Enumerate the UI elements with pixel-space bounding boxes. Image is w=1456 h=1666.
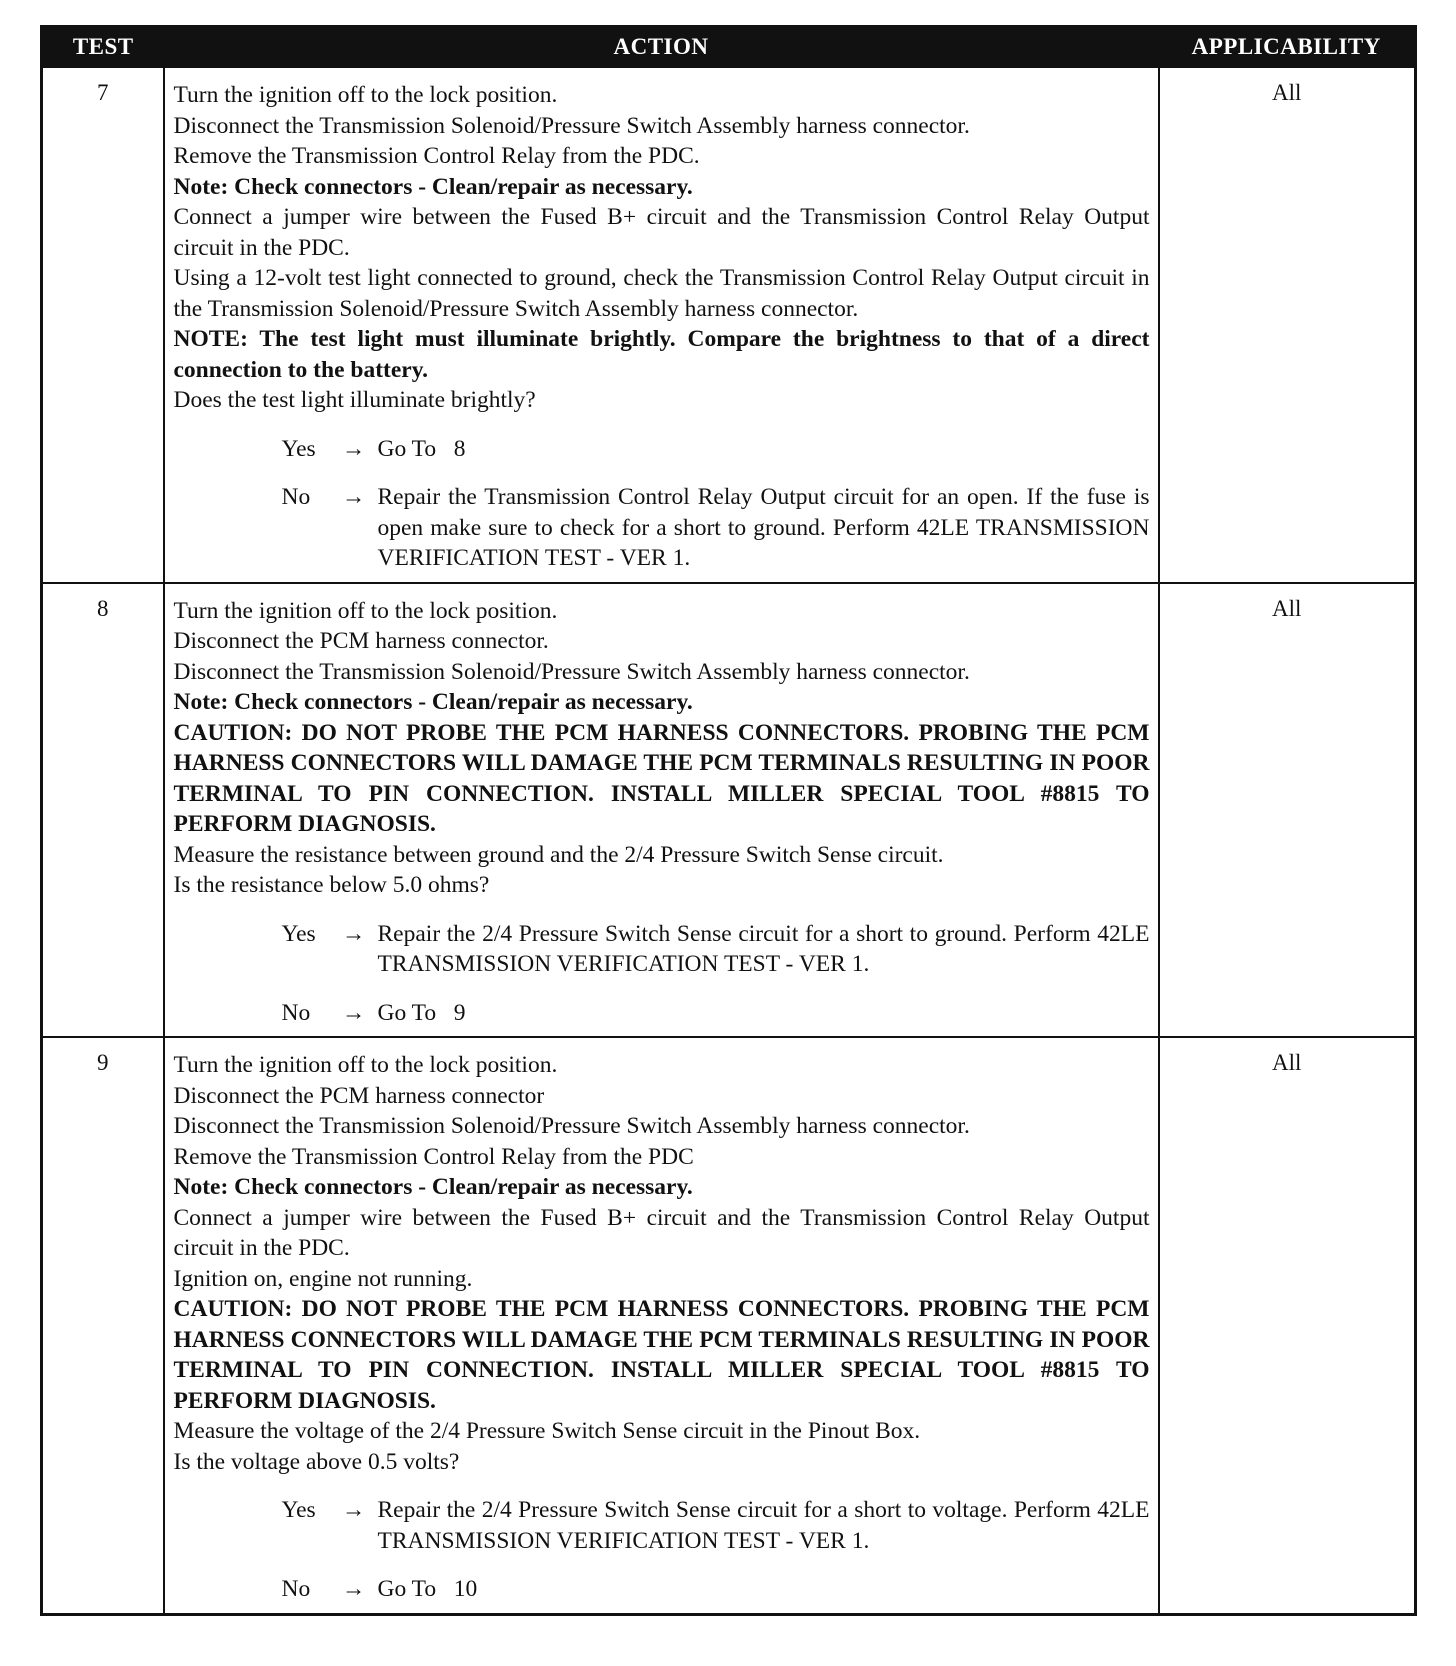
header-applicability: APPLICABILITY <box>1159 27 1416 68</box>
arrow-icon: → <box>341 484 366 510</box>
step-text: Connect a jumper wire between the Fused B+ circuit and the Transmission Control Relay Output circuit in the PDC. <box>173 1204 1150 1261</box>
action-cell <box>164 67 1159 583</box>
arrow-icon: → <box>341 920 366 947</box>
step-text: Remove the Transmission Control Relay from the PDC <box>173 1143 694 1170</box>
no-label: No <box>281 484 311 510</box>
table-row <box>42 1037 1416 1614</box>
no-label: No <box>281 1576 311 1602</box>
note-text: Note: Check connectors - Clean/repair as necessary. <box>173 1174 693 1200</box>
yes-response <box>282 434 1150 465</box>
step-text: Disconnect the Transmission Solenoid/Pressure Switch Assembly harness connector. <box>173 112 970 139</box>
step-text: Turn the ignition off to the lock position. <box>173 1052 558 1078</box>
arrow-icon: → <box>341 435 366 462</box>
action-cell <box>164 583 1159 1038</box>
step-text: Disconnect the Transmission Solenoid/Pressure Switch Assembly harness connector. <box>173 1113 970 1139</box>
yes-label: Yes <box>281 920 316 947</box>
test-number: 8 <box>42 583 164 1038</box>
action-cell <box>164 1037 1159 1614</box>
question-text: Is the resistance below 5.0 ohms? <box>173 872 490 898</box>
test-number: 9 <box>42 1037 164 1614</box>
step-text: Disconnect the PCM harness connector <box>173 1082 545 1109</box>
arrow-icon: → <box>341 1497 366 1523</box>
yes-response <box>282 1495 1150 1556</box>
diagnostic-table <box>40 25 1417 1616</box>
step-text: Ignition on, engine not running. <box>173 1265 473 1292</box>
step-text: Remove the Transmission Control Relay from the PDC. <box>173 143 700 169</box>
arrow-icon: → <box>341 999 366 1026</box>
step-text: Measure the voltage of the 2/4 Pressure Switch Sense circuit in the Pinout Box. <box>173 1418 921 1444</box>
question-text: Does the test light illuminate brightly? <box>173 387 536 413</box>
table-row <box>42 67 1416 583</box>
step-text: Connect a jumper wire between the Fused B+ circuit and the Transmission Control Relay Output circuit in the PDC. <box>173 204 1150 261</box>
applicability-value: All <box>1159 67 1416 583</box>
yes-text: Go To 8 <box>377 435 466 462</box>
header-test: TEST <box>42 27 164 68</box>
no-text: Go To 9 <box>377 999 466 1026</box>
table-row <box>42 583 1416 1038</box>
no-label: No <box>281 999 311 1026</box>
yes-label: Yes <box>281 1497 316 1523</box>
test-number: 7 <box>42 67 164 583</box>
note-text: Note: Check connectors - Clean/repair as necessary. <box>173 173 693 200</box>
applicability-value: All <box>1159 583 1416 1038</box>
step-text: Measure the resistance between ground and the 2/4 Pressure Switch Sense circuit. <box>173 841 944 868</box>
applicability-value: All <box>1159 1037 1416 1614</box>
yes-label: Yes <box>281 435 316 462</box>
question-text: Is the voltage above 0.5 volts? <box>173 1448 460 1475</box>
step-text: Turn the ignition off to the lock position. <box>173 82 558 108</box>
note-text: Note: Check connectors - Clean/repair as necessary. <box>173 689 693 715</box>
table-header-row <box>42 27 1416 68</box>
step-text: Turn the ignition off to the lock position. <box>173 597 558 624</box>
no-text: Repair the Transmission Control Relay Output circuit for an open. If the fuse is open make sure to check for a short to ground. Perform 42LE TRANSMISSION VERIFICATION TEST - VER 1. <box>377 484 1150 571</box>
step-text: Using a 12-volt test light connected to ground, check the Transmission Control Relay Output circuit in the Transmission Solenoid/Pressure Switch Assembly harness connector. <box>173 265 1150 322</box>
yes-text: Repair the 2/4 Pressure Switch Sense circuit for a short to ground. Perform 42LE TRANSMISSION VERIFICATION TEST - VER 1. <box>377 920 1150 977</box>
header-action: ACTION <box>164 27 1159 68</box>
step-text: Disconnect the Transmission Solenoid/Pressure Switch Assembly harness connector. <box>173 658 970 685</box>
yes-text: Repair the 2/4 Pressure Switch Sense circuit for a short to voltage. Perform 42LE TRANSMISSION VERIFICATION TEST - VER 1. <box>377 1497 1150 1554</box>
yes-response <box>282 919 1150 980</box>
arrow-icon: → <box>341 1576 366 1602</box>
caution-text: CAUTION: DO NOT PROBE THE PCM HARNESS CONNECTORS. PROBING THE PCM HARNESS CONNECTORS WILL DAMAGE THE PCM TERMINALS RESULTING IN POOR TERMINAL TO PIN CONNECTION. INSTALL MILLER SPECIAL TOOL #8815 TO PERFORM DIAGNOSIS. <box>173 1296 1150 1414</box>
no-response <box>282 998 1150 1029</box>
no-response <box>282 482 1150 574</box>
no-text: Go To 10 <box>377 1576 478 1602</box>
step-text: Disconnect the PCM harness connector. <box>173 628 549 654</box>
no-response <box>282 1574 1150 1605</box>
caution-text: CAUTION: DO NOT PROBE THE PCM HARNESS CONNECTORS. PROBING THE PCM HARNESS CONNECTORS WILL DAMAGE THE PCM TERMINALS RESULTING IN POOR TERMINAL TO PIN CONNECTION. INSTALL MILLER SPECIAL TOOL #8815 TO PERFORM DIAGNOSIS. <box>173 719 1150 837</box>
note-text: NOTE: The test light must illuminate brightly. Compare the brightness to that of a direct connection to the battery. <box>173 326 1150 383</box>
